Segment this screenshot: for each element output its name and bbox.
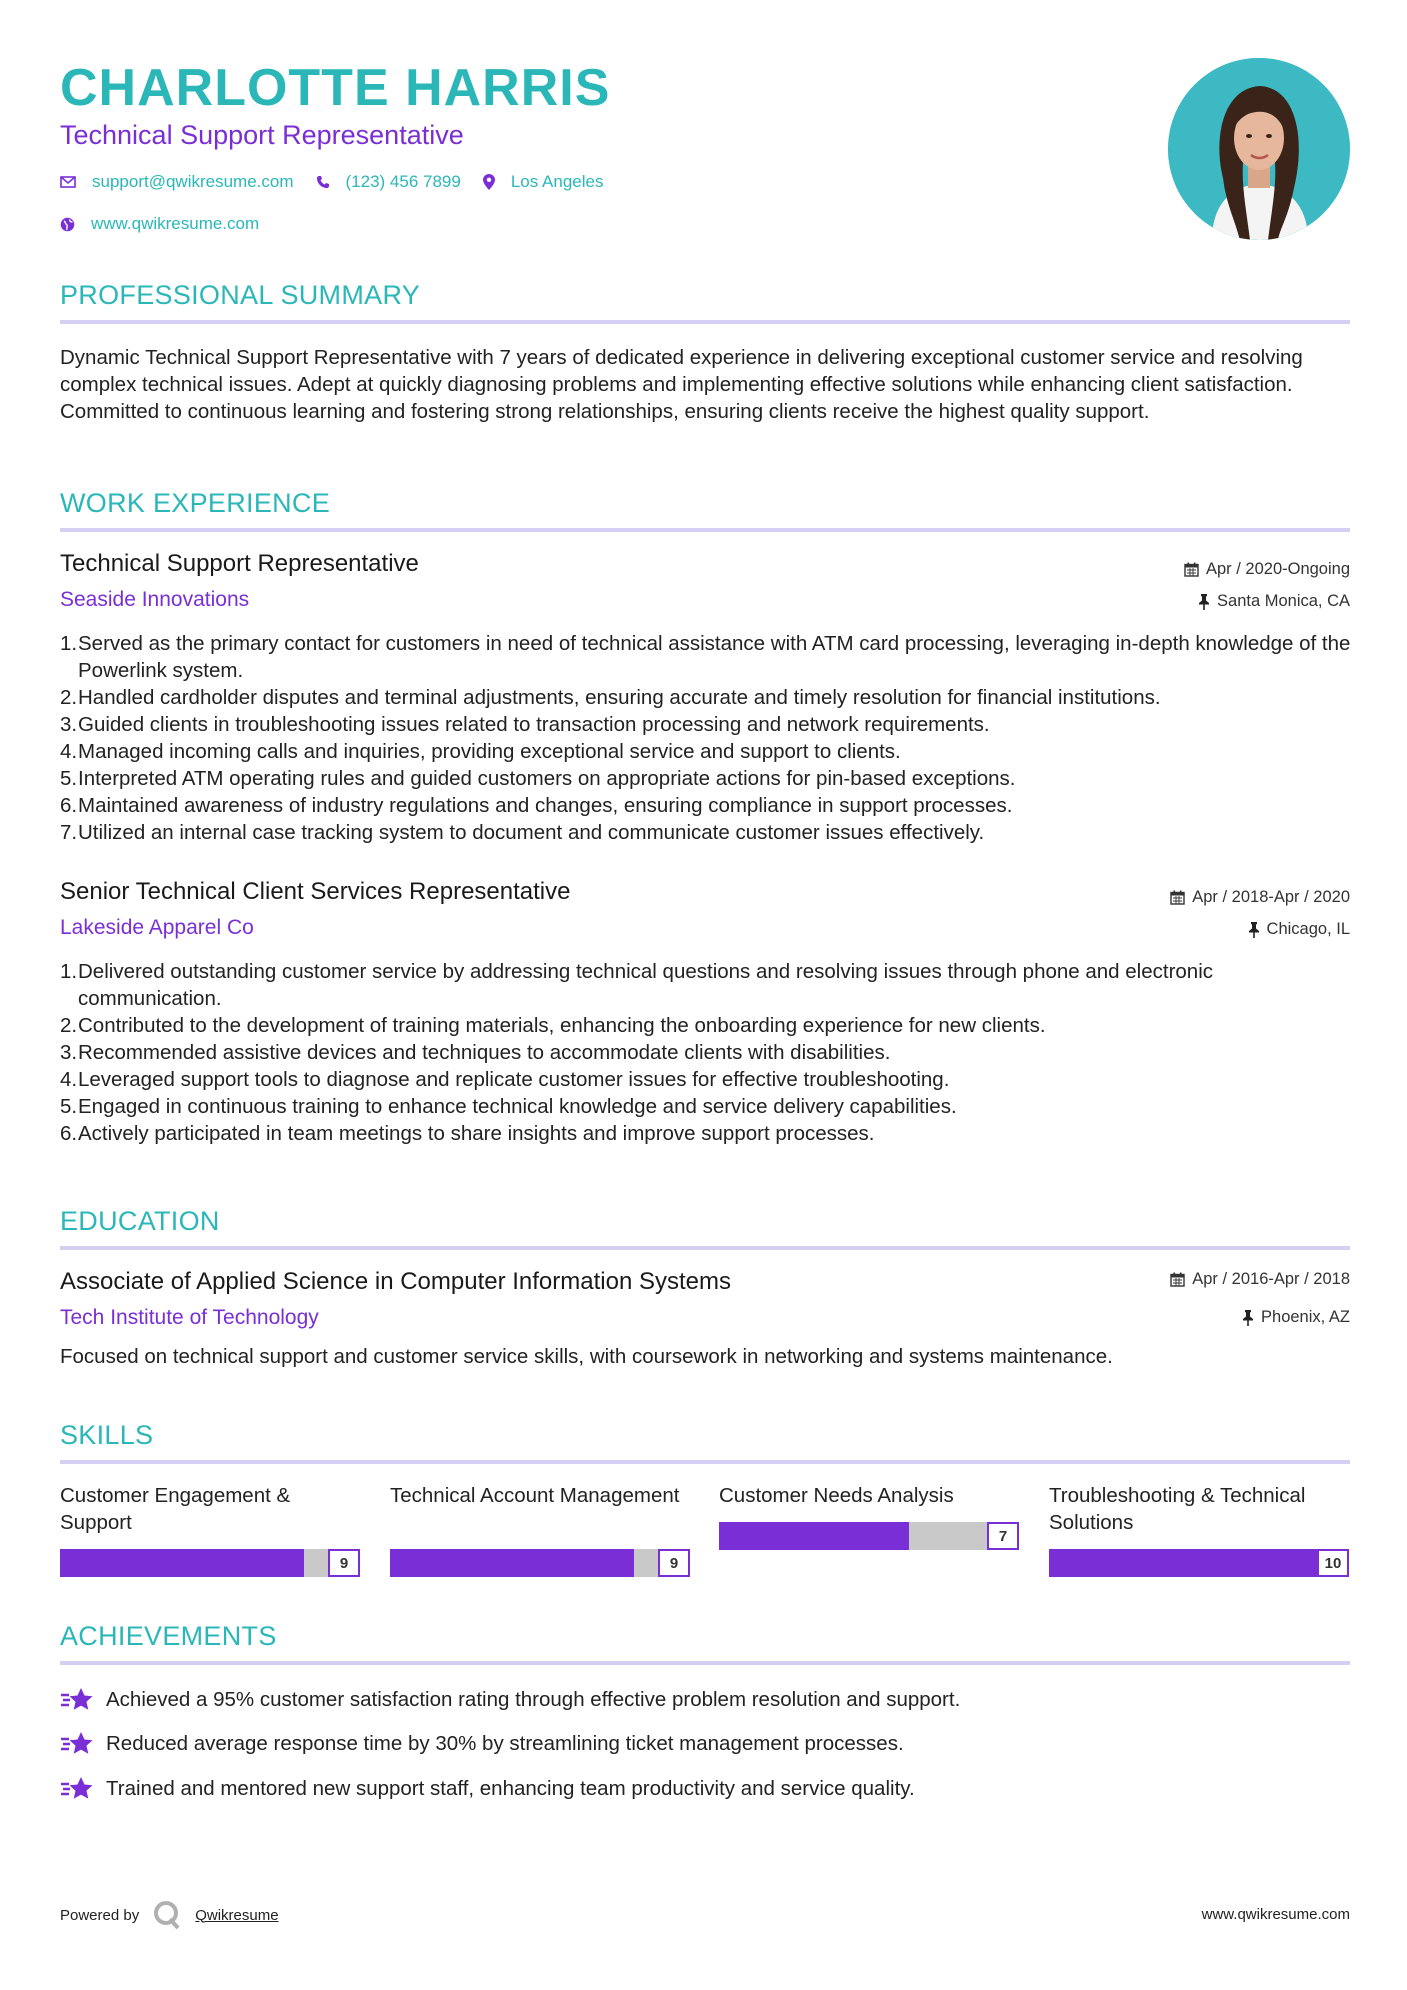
skill-segment-filled: [1076, 1549, 1103, 1577]
achievement-text: Reduced average response time by 30% by streamlining ticket management processes.: [106, 1732, 904, 1755]
education-location-text: Phoenix, AZ: [1261, 1308, 1350, 1326]
skill-segment-filled: [390, 1549, 417, 1577]
skill-level-badge: 10: [1317, 1549, 1349, 1577]
education-date-text: Apr / 2016-Apr / 2018: [1192, 1270, 1350, 1288]
skill-item: [719, 1482, 1019, 1545]
skill-segment-filled: [553, 1549, 580, 1577]
skill-segment-filled: [277, 1549, 304, 1577]
list-item-text: Actively participated in team meetings to share insights and improve support processes.: [78, 1122, 875, 1145]
list-item: [60, 1039, 1354, 1066]
skill-level-badge: 9: [328, 1549, 360, 1577]
skill-segment-filled: [471, 1549, 498, 1577]
list-item: [60, 1012, 1354, 1039]
list-number: 1.: [60, 960, 78, 983]
footer-website[interactable]: www.qwikresume.com: [1201, 1906, 1350, 1923]
list-item-text: Leveraged support tools to diagnose and replicate customer issues for effective troubleshooting.: [78, 1068, 950, 1091]
skill-item: [390, 1482, 690, 1572]
job-location: [1248, 920, 1350, 939]
list-number: 3.: [60, 1041, 78, 1064]
company-name: Lakeside Apparel Co: [60, 916, 254, 939]
calendar-icon: [1170, 1272, 1185, 1287]
skill-segment-filled: [114, 1549, 141, 1577]
skill-name: Technical Account Management: [390, 1484, 680, 1507]
skill-item: [60, 1482, 360, 1572]
brand-link[interactable]: Qwikresume: [195, 1906, 279, 1924]
achievement-text: Trained and mentored new support staff, enhancing team productivity and service quality.: [106, 1777, 915, 1800]
list-item: [60, 1120, 1354, 1147]
skills-section-title: SKILLS: [60, 1420, 154, 1450]
skill-segment-filled: [1293, 1549, 1320, 1577]
skill-segment-filled: [1049, 1549, 1076, 1577]
pushpin-icon: [1198, 594, 1210, 610]
candidate-name: CHARLOTTE HARRIS: [60, 59, 611, 117]
list-item: [60, 819, 1354, 846]
section-divider: [60, 1661, 1350, 1665]
job-location: [1198, 592, 1350, 611]
section-divider: [60, 320, 1350, 324]
list-item: [60, 792, 1354, 819]
skill-level-bar: [1049, 1548, 1349, 1578]
skill-level-bar: [719, 1521, 1019, 1551]
skill-segment-filled: [827, 1522, 854, 1550]
list-number: 4.: [60, 1068, 78, 1091]
contact-email[interactable]: [60, 172, 294, 192]
list-item: [60, 630, 1354, 684]
footer-powered-by: [60, 1900, 279, 1930]
skill-segment-filled: [1184, 1549, 1211, 1577]
job-location-text: Santa Monica, CA: [1217, 592, 1350, 610]
summary-section-title: PROFESSIONAL SUMMARY: [60, 280, 421, 310]
skill-segment-filled: [1266, 1549, 1293, 1577]
job-date: [1184, 560, 1350, 579]
summary-text: Dynamic Technical Support Representative with 7 years of dedicated experience in delivering exceptional customer service and resolving complex technical issues. Adept at quickly diagnosing problems and implementing effective solutions while enhancing client satisfaction. Committed to continuous learning and fostering strong relationships, ensuring clients receive the highest quality support.: [60, 346, 1303, 423]
job-title: Technical Support Representative: [60, 550, 419, 577]
achievements-section-title: ACHIEVEMENTS: [60, 1621, 277, 1651]
skill-segment-filled: [607, 1549, 634, 1577]
skill-segment-filled: [800, 1522, 827, 1550]
skill-segment-filled: [1130, 1549, 1157, 1577]
list-number: 5.: [60, 767, 78, 790]
email-text: support@qwikresume.com: [92, 172, 294, 191]
list-item: [60, 738, 1354, 765]
list-item-text: Guided clients in troubleshooting issues related to transaction processing and network requirements.: [78, 713, 990, 736]
section-divider: [60, 528, 1350, 532]
skill-segment-empty: [963, 1522, 990, 1550]
list-item: [60, 1093, 1354, 1120]
skill-name: Troubleshooting & Technical Solutions: [1049, 1484, 1306, 1534]
education-location: [1242, 1308, 1350, 1327]
skill-name: Customer Needs Analysis: [719, 1484, 954, 1507]
profile-photo: [1168, 58, 1350, 240]
list-number: 3.: [60, 713, 78, 736]
powered-by-label: Powered by: [60, 1906, 140, 1924]
calendar-icon: [1170, 890, 1185, 905]
skill-segment-empty: [304, 1549, 331, 1577]
website-text: www.qwikresume.com: [91, 214, 260, 233]
contact-location: [483, 172, 604, 192]
skill-item: [1049, 1482, 1349, 1572]
job-title: Senior Technical Client Services Representative: [60, 878, 571, 905]
list-number: 2.: [60, 1014, 78, 1037]
skill-level-badge: 9: [658, 1549, 690, 1577]
skill-segment-filled: [223, 1549, 250, 1577]
envelope-icon: [60, 176, 76, 188]
job-responsibilities-list: [60, 630, 1354, 846]
phone-text: (123) 456 7899: [345, 172, 461, 191]
skill-segment-filled: [746, 1522, 773, 1550]
job-responsibilities-list: [60, 958, 1354, 1147]
calendar-icon: [1184, 562, 1199, 577]
skill-segment-filled: [1212, 1549, 1239, 1577]
education-description: Focused on technical support and customer service skills, with coursework in networking and systems maintenance.: [60, 1345, 1113, 1368]
list-item-text: Maintained awareness of industry regulations and changes, ensuring compliance in support processes.: [78, 794, 1013, 817]
list-number: 4.: [60, 740, 78, 763]
skill-segment-filled: [498, 1549, 525, 1577]
list-item: [60, 711, 1354, 738]
skill-segment-filled: [719, 1522, 746, 1550]
star-award-icon: [60, 1775, 94, 1803]
education-date: [1170, 1270, 1350, 1289]
phone-icon: [316, 175, 330, 189]
skill-segment-filled: [444, 1549, 471, 1577]
skill-segment-filled: [1239, 1549, 1266, 1577]
skill-segment-empty: [909, 1522, 936, 1550]
section-divider: [60, 1246, 1350, 1250]
pushpin-icon: [1242, 1310, 1254, 1326]
skill-segment-filled: [87, 1549, 114, 1577]
list-number: 6.: [60, 794, 78, 817]
contact-row-website: [60, 214, 281, 234]
list-number: 7.: [60, 821, 78, 844]
skill-segment-filled: [854, 1522, 881, 1550]
skill-segment-filled: [195, 1549, 222, 1577]
skill-segment-filled: [773, 1522, 800, 1550]
list-number: 1.: [60, 632, 78, 655]
list-item: [60, 765, 1354, 792]
skill-segment-filled: [525, 1549, 552, 1577]
star-award-icon: [60, 1730, 94, 1758]
job-date-text: Apr / 2018-Apr / 2020: [1192, 888, 1350, 906]
skill-segment-filled: [60, 1549, 87, 1577]
achievement-text: Achieved a 95% customer satisfaction rating through effective problem resolution and support.: [106, 1688, 961, 1711]
list-item-text: Recommended assistive devices and techniques to accommodate clients with disabilities.: [78, 1041, 891, 1064]
list-item-text: Contributed to the development of training materials, enhancing the onboarding experience for new clients.: [78, 1014, 1046, 1037]
list-item-text: Interpreted ATM operating rules and guided customers on appropriate actions for pin-based exceptions.: [78, 767, 1016, 790]
skill-level-badge: 7: [987, 1522, 1019, 1550]
list-item: [60, 684, 1354, 711]
school-name: Tech Institute of Technology: [60, 1306, 319, 1329]
skill-segment-filled: [1157, 1549, 1184, 1577]
skill-level-bar: [390, 1548, 690, 1578]
qwikresume-logo-icon: [153, 1900, 181, 1930]
skill-segment-filled: [168, 1549, 195, 1577]
pushpin-icon: [1248, 922, 1260, 938]
skill-level-bar: [60, 1548, 360, 1578]
skill-segment-filled: [882, 1522, 909, 1550]
achievement-item: [60, 1730, 904, 1758]
list-item: [60, 958, 1354, 1012]
achievement-item: [60, 1686, 960, 1714]
job-date-text: Apr / 2020-Ongoing: [1205, 560, 1350, 578]
list-number: 5.: [60, 1095, 78, 1118]
section-divider: [60, 1460, 1350, 1464]
contact-row: [60, 172, 625, 192]
experience-section-title: WORK EXPERIENCE: [60, 488, 331, 518]
skill-segment-filled: [1103, 1549, 1130, 1577]
achievement-item: [60, 1775, 915, 1803]
skill-segment-filled: [250, 1549, 277, 1577]
list-number: 2.: [60, 686, 78, 709]
contact-website[interactable]: [60, 214, 259, 234]
candidate-role: Technical Support Representative: [60, 120, 464, 150]
globe-icon: [60, 217, 75, 232]
list-item-text: Utilized an internal case tracking system to document and communicate customer issues effectively.: [78, 821, 985, 844]
portrait-illustration: [1168, 58, 1350, 240]
list-item-text: Delivered outstanding customer service by addressing technical questions and resolving issues through phone and electronic communication.: [78, 960, 1213, 1010]
skill-segment-filled: [580, 1549, 607, 1577]
education-section-title: EDUCATION: [60, 1206, 220, 1236]
skill-segment-empty: [936, 1522, 963, 1550]
map-pin-icon: [483, 174, 495, 190]
star-award-icon: [60, 1686, 94, 1714]
list-number: 6.: [60, 1122, 78, 1145]
skill-segment-filled: [141, 1549, 168, 1577]
list-item: [60, 1066, 1354, 1093]
contact-phone[interactable]: [316, 172, 461, 192]
job-date: [1170, 888, 1350, 907]
list-item-text: Engaged in continuous training to enhance technical knowledge and service delivery capabilities.: [78, 1095, 957, 1118]
list-item-text: Served as the primary contact for customers in need of technical assistance with ATM card processing, leveraging in-depth knowledge of the Powerlink system.: [78, 632, 1351, 682]
skill-segment-filled: [417, 1549, 444, 1577]
skill-name: Customer Engagement & Support: [60, 1484, 291, 1534]
list-item-text: Managed incoming calls and inquiries, providing exceptional service and support to clients.: [78, 740, 901, 763]
company-name: Seaside Innovations: [60, 588, 250, 611]
job-location-text: Chicago, IL: [1266, 920, 1350, 938]
skill-segment-empty: [634, 1549, 661, 1577]
degree-title: Associate of Applied Science in Computer Information Systems: [60, 1268, 731, 1295]
list-item-text: Handled cardholder disputes and terminal adjustments, ensuring accurate and timely resolution for financial institutions.: [78, 686, 1161, 709]
location-text: Los Angeles: [510, 172, 604, 191]
